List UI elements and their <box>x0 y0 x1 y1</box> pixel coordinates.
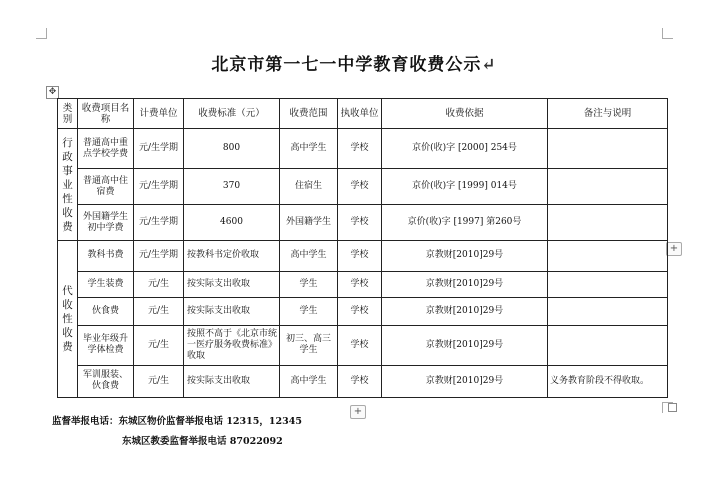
header-item: 收费项目名称 <box>78 99 134 129</box>
executor-cell[interactable]: 学校 <box>338 205 382 241</box>
unit-cell[interactable]: 元/生学期 <box>134 129 184 169</box>
header-category: 类别 <box>58 99 78 129</box>
header-basis: 收费依据 <box>382 99 548 129</box>
header-row <box>58 99 668 129</box>
executor-cell[interactable]: 学校 <box>338 271 382 297</box>
note-cell[interactable] <box>548 325 668 365</box>
unit-cell[interactable]: 元/生 <box>134 271 184 297</box>
add-row-button[interactable]: + <box>350 405 366 419</box>
header-standard: 收费标准（元） <box>184 99 280 129</box>
unit-cell[interactable]: 元/生学期 <box>134 205 184 241</box>
item-cell[interactable]: 外国籍学生初中学费 <box>78 205 134 241</box>
table-row[interactable] <box>58 365 668 397</box>
category-cell-admin: 行政事业性收费 <box>58 129 78 241</box>
margin-corner-top-left <box>36 28 47 39</box>
executor-cell[interactable]: 学校 <box>338 325 382 365</box>
scope-cell[interactable]: 学生 <box>280 271 338 297</box>
table-resize-handle[interactable] <box>668 403 677 412</box>
standard-cell[interactable]: 按实际支出收取 <box>184 271 280 297</box>
footer-label: 监督举报电话： <box>52 416 119 427</box>
table-row[interactable] <box>58 241 668 271</box>
item-cell[interactable]: 普通高中重点学校学费 <box>78 129 134 169</box>
basis-cell[interactable]: 京教财[2010]29号 <box>382 365 548 397</box>
executor-cell[interactable]: 学校 <box>338 241 382 271</box>
scope-cell[interactable]: 初三、高三学生 <box>280 325 338 365</box>
table-row[interactable] <box>58 325 668 365</box>
unit-cell[interactable]: 元/生 <box>134 365 184 397</box>
table-row[interactable] <box>58 205 668 241</box>
footer-education-hotline: 东城区教委监督举报电话 87022092 <box>122 436 283 447</box>
document-title[interactable]: 北京市第一七一中学教育收费公示↵ <box>211 55 497 75</box>
basis-cell[interactable]: 京教财[2010]29号 <box>382 325 548 365</box>
category-cell-agency: 代收性收费 <box>58 241 78 398</box>
basis-cell[interactable]: 京教财[2010]29号 <box>382 297 548 325</box>
scope-cell[interactable]: 住宿生 <box>280 169 338 205</box>
scope-cell[interactable]: 高中学生 <box>280 129 338 169</box>
note-cell[interactable] <box>548 241 668 271</box>
table-row[interactable] <box>58 129 668 169</box>
standard-cell[interactable]: 4600 <box>184 205 280 241</box>
executor-cell[interactable]: 学校 <box>338 297 382 325</box>
basis-cell[interactable]: 京教财[2010]29号 <box>382 241 548 271</box>
header-scope: 收费范围 <box>280 99 338 129</box>
item-cell[interactable]: 伙食费 <box>78 297 134 325</box>
item-cell[interactable]: 毕业年级升学体检费 <box>78 325 134 365</box>
basis-cell[interactable]: 京价(收)字 [2000] 254号 <box>382 129 548 169</box>
standard-cell[interactable]: 按照不高于《北京市统一医疗服务收费标准》收取 <box>184 325 280 365</box>
basis-cell[interactable]: 京教财[2010]29号 <box>382 271 548 297</box>
footer-price-hotline: 东城区物价监督举报电话 12315，12345 <box>118 416 302 427</box>
item-cell[interactable]: 军训服装、伙食费 <box>78 365 134 397</box>
standard-cell[interactable]: 按实际支出收取 <box>184 365 280 397</box>
table-row[interactable] <box>58 271 668 297</box>
executor-cell[interactable]: 学校 <box>338 169 382 205</box>
table-row[interactable] <box>58 169 668 205</box>
item-cell[interactable]: 教科书费 <box>78 241 134 271</box>
header-unit: 计费单位 <box>134 99 184 129</box>
unit-cell[interactable]: 元/生学期 <box>134 169 184 205</box>
note-cell[interactable] <box>548 169 668 205</box>
unit-cell[interactable]: 元/生 <box>134 325 184 365</box>
scope-cell[interactable]: 学生 <box>280 297 338 325</box>
unit-cell[interactable]: 元/生 <box>134 297 184 325</box>
table-move-handle-icon[interactable]: ✥ <box>46 86 59 99</box>
basis-cell[interactable]: 京价(收)字 [1997] 第260号 <box>382 205 548 241</box>
margin-corner-top-right <box>662 28 673 39</box>
scope-cell[interactable]: 外国籍学生 <box>280 205 338 241</box>
footer-line-1[interactable] <box>52 413 302 427</box>
note-cell[interactable] <box>548 205 668 241</box>
note-cell[interactable] <box>548 297 668 325</box>
footer-line-2[interactable] <box>122 433 283 447</box>
scope-cell[interactable]: 高中学生 <box>280 241 338 271</box>
note-cell[interactable] <box>548 271 668 297</box>
standard-cell[interactable]: 按教科书定价收取 <box>184 241 280 271</box>
add-column-button[interactable]: + <box>666 242 682 256</box>
basis-cell[interactable]: 京价(收)字 [1999] 014号 <box>382 169 548 205</box>
note-cell[interactable] <box>548 129 668 169</box>
item-cell[interactable]: 学生装费 <box>78 271 134 297</box>
standard-cell[interactable]: 370 <box>184 169 280 205</box>
executor-cell[interactable]: 学校 <box>338 365 382 397</box>
fee-table[interactable] <box>57 98 668 398</box>
standard-cell[interactable]: 按实际支出收取 <box>184 297 280 325</box>
note-cell[interactable]: 义务教育阶段不得收取。 <box>548 365 668 397</box>
table-row[interactable] <box>58 297 668 325</box>
executor-cell[interactable]: 学校 <box>338 129 382 169</box>
unit-cell[interactable]: 元/生学期 <box>134 241 184 271</box>
scope-cell[interactable]: 高中学生 <box>280 365 338 397</box>
header-note: 备注与说明 <box>548 99 668 129</box>
item-cell[interactable]: 普通高中住宿费 <box>78 169 134 205</box>
header-executor: 执收单位 <box>338 99 382 129</box>
standard-cell[interactable]: 800 <box>184 129 280 169</box>
